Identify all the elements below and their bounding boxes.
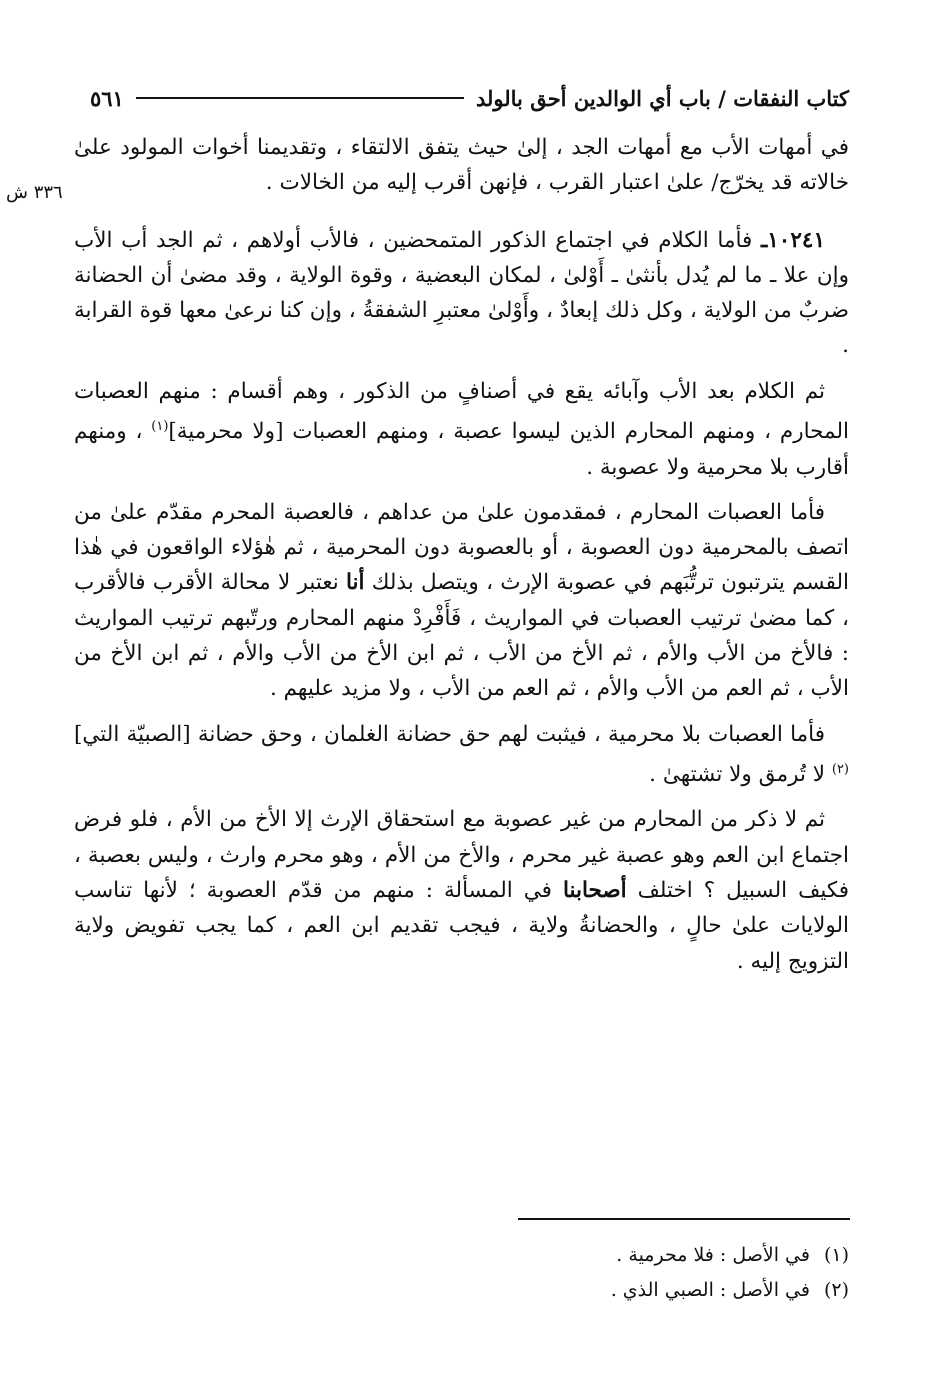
footnote-ref: (٢) [831,761,849,777]
paragraph [74,495,849,707]
paragraph-text: فأما الكلام في اجتماع الذكور المتمحضين ، فالأب أولاهم ، ثم الجد أب الأب وإن علا ـ ما لم يُدل بأنثىٰ ـ أَوْلىٰ ، لمكان البعضية ، وقوة الولاية ، وقد مضىٰ أن الحضانة ضربٌ من الولاية ، وكل ذلك إبعادٌ ، وأَوْلىٰ معتبرِ الشفقةُ ، وإن كنا نرعىٰ معها قوة القرابة . [74,227,849,359]
paragraph-text: ثم لا ذكر من المحارم من غير عصوبة مع استحقاق الإرث إلا الأخ من الأم ، فلو فرض اجتماع ابن العم وهو عصبة غير محرم ، والأخ من الأم ، وهو محرم وارث ، وليس بعصبة ، فكيف السبيل ؟ اختلف [74,807,850,903]
body-text [74,130,849,989]
paragraph-text: نعتبر لا محالة الأقرب فالأقرب ، كما مضىٰ ترتيب العصبات في المواريث ، فَأَفْرِدْ منهم المحارم ورتّبهم ترتيب المواريث : فالأخ من الأب والأم ، ثم الأخ من الأب ، ثم ابن الأخ من الأب والأم ، ثم ابن الأخ من الأب ، ثم العم من الأب والأم ، ثم العم من الأب ، ولا مزيد عليهم . [74,570,849,702]
footnote-item [300,1238,849,1273]
paragraph-text: في أمهات الأب مع أمهات الجد ، إلىٰ حيث يتفق الالتقاء ، وتقديمنا أخوات المولود علىٰ خالاته قد يخرّج/ علىٰ اعتبار القرب ، فإنهن أقرب إليه من الخالات . [74,135,849,196]
footnote-text: في الأصل : فلا محرمية . [616,1244,810,1266]
footnote-separator [518,1218,850,1220]
paragraph-text: فأما العصبات بلا محرمية ، فيثبت لهم حق حضانة الغلمان ، وحق حضانة [الصبيّة التي] [74,721,825,747]
running-header [90,80,849,116]
footnotes [300,1238,849,1308]
margin-manuscript-note: ٣٣٦ ش [6,182,63,203]
paragraph-text: ثم الكلام بعد الأب وآبائه يقع في أصنافٍ من الذكور ، وهم أقسام : منهم العصبات المحارم ، ومنهم المحارم الذين ليسوا عصبة ، ومنهم العصبات [ولا محرمية] [74,378,849,445]
paragraph-text: فأما العصبات المحارم ، فمقدمون علىٰ من عداهم ، فالعصبة المحرم مقدّم علىٰ من اتصف بالمحرمية دون العصوبة ، أو بالعصوبة دون المحرمية ، ثم هٰؤلاء الواقعون في هٰذا القسم يترتبون ترتُّبَهم في عصوبة الإرث ، ويتصل بذلك [74,499,849,596]
bold-term: أنا [345,570,365,596]
footnote-mark: (٢) [823,1279,849,1301]
paragraph [74,374,849,485]
bold-term: أصحابنا [562,877,627,903]
footnote-text: في الأصل : الصبي الذي . [610,1279,810,1301]
paragraph-text: لا تُرمق ولا تشتهىٰ . [649,762,832,788]
header-rule [136,97,464,99]
paragraph [74,717,849,793]
paragraph-text: في المسألة : منهم من قدّم العصوبة ؛ لأنها تناسب الولايات علىٰ حالٍ ، والحضانةُ ولاية ، فيجب تقديم ابن العم ، كما يجب تفويض ولاية التزويج إليه . [74,877,849,974]
header-title: كتاب النفقات / باب أي الوالدين أحق بالولد [475,85,849,111]
paragraph-continuation [74,130,849,201]
section-number: ١٠٢٤١ـ [760,227,825,253]
footnote-ref: (١) [151,419,169,435]
footnote-item [300,1273,849,1308]
page-number: ٥٦١ [90,85,124,111]
paragraph-text: ، ومنهم أقارب بلا محرمية ولا عصوبة . [74,419,849,480]
footnote-mark: (١) [823,1244,849,1266]
paragraph-numbered [74,223,849,364]
paragraph [74,802,849,978]
